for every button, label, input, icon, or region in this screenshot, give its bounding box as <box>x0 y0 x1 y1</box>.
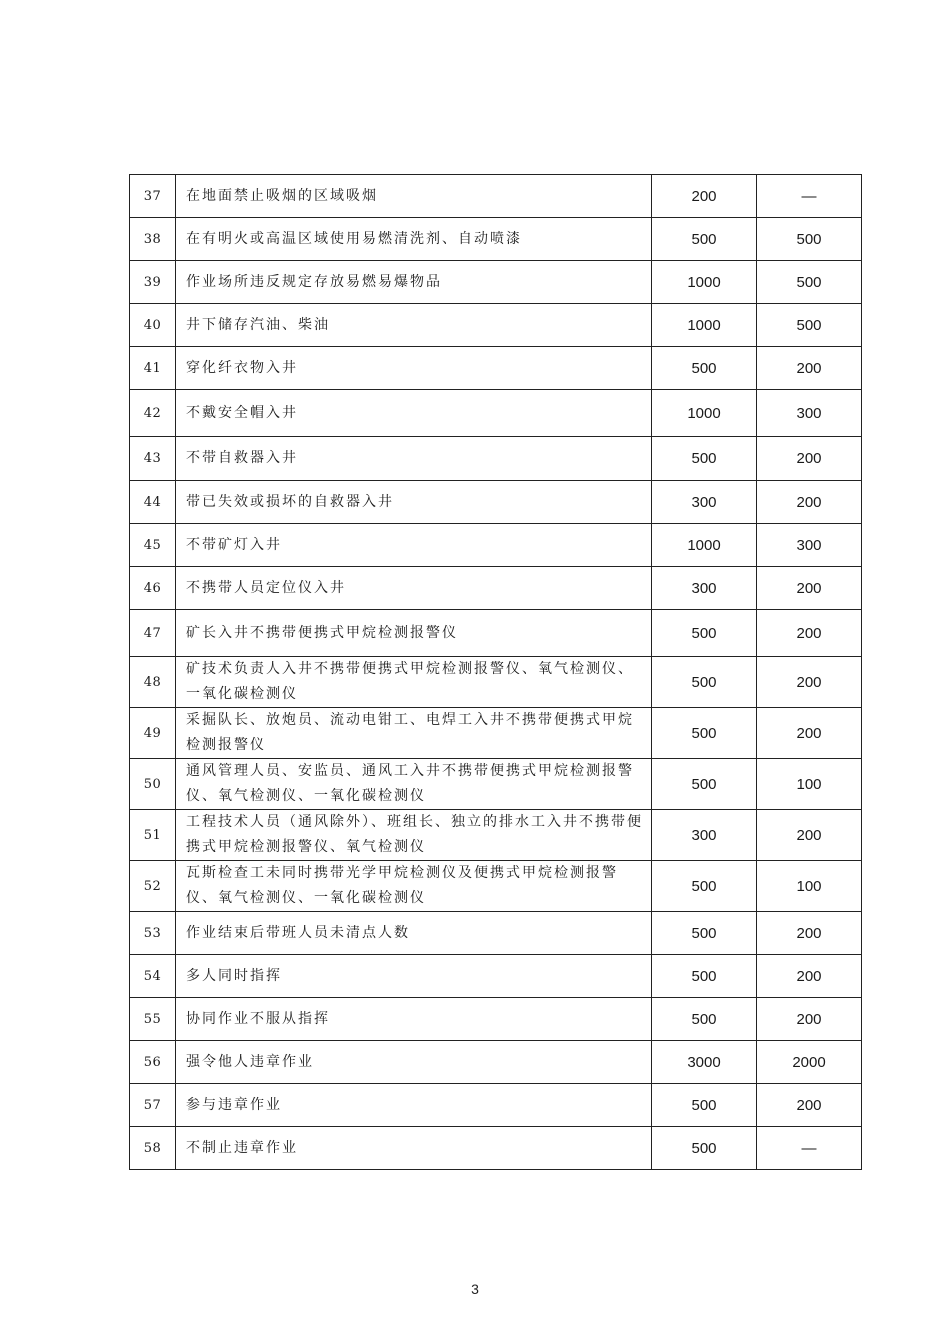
fine-amount-b: 200 <box>757 1084 862 1127</box>
fine-amount-a: 500 <box>652 1127 757 1170</box>
violation-description: 不戴安全帽入井 <box>176 390 652 437</box>
table-row <box>130 437 862 481</box>
row-number: 37 <box>130 175 176 218</box>
fine-amount-b: 300 <box>757 524 862 567</box>
table-row <box>130 1084 862 1127</box>
row-number: 53 <box>130 912 176 955</box>
fine-amount-a: 1000 <box>652 304 757 347</box>
table-row <box>130 657 862 708</box>
fine-amount-b: 200 <box>757 955 862 998</box>
fine-amount-a: 500 <box>652 657 757 708</box>
fine-amount-b: — <box>757 1127 862 1170</box>
row-number: 49 <box>130 708 176 759</box>
fine-amount-b: 100 <box>757 861 862 912</box>
row-number: 56 <box>130 1041 176 1084</box>
violation-description: 强令他人违章作业 <box>176 1041 652 1084</box>
table-row <box>130 218 862 261</box>
fine-amount-a: 3000 <box>652 1041 757 1084</box>
row-number: 55 <box>130 998 176 1041</box>
fine-amount-b: 200 <box>757 481 862 524</box>
fine-amount-b: 200 <box>757 912 862 955</box>
violation-description: 通风管理人员、安监员、通风工入井不携带便携式甲烷检测报警仪、氧气检测仪、一氧化碳检测仪 <box>176 759 652 810</box>
violation-description: 协同作业不服从指挥 <box>176 998 652 1041</box>
fine-amount-a: 500 <box>652 437 757 481</box>
row-number: 41 <box>130 347 176 390</box>
row-number: 38 <box>130 218 176 261</box>
fine-amount-a: 500 <box>652 759 757 810</box>
violation-description: 在有明火或高温区域使用易燃清洗剂、自动喷漆 <box>176 218 652 261</box>
fine-amount-b: 500 <box>757 261 862 304</box>
violation-description: 瓦斯检查工未同时携带光学甲烷检测仪及便携式甲烷检测报警仪、氧气检测仪、一氧化碳检测仪 <box>176 861 652 912</box>
violation-description: 矿长入井不携带便携式甲烷检测报警仪 <box>176 610 652 657</box>
violation-description: 带已失效或损坏的自救器入井 <box>176 481 652 524</box>
fine-amount-b: 300 <box>757 390 862 437</box>
row-number: 48 <box>130 657 176 708</box>
table-row <box>130 1127 862 1170</box>
table-row <box>130 304 862 347</box>
violation-description: 不带矿灯入井 <box>176 524 652 567</box>
table-row <box>130 347 862 390</box>
fine-amount-a: 500 <box>652 912 757 955</box>
fine-amount-b: 200 <box>757 567 862 610</box>
table-row <box>130 955 862 998</box>
fine-amount-b: 2000 <box>757 1041 862 1084</box>
violation-description: 作业场所违反规定存放易燃易爆物品 <box>176 261 652 304</box>
row-number: 52 <box>130 861 176 912</box>
fine-amount-a: 500 <box>652 955 757 998</box>
row-number: 54 <box>130 955 176 998</box>
table-row <box>130 175 862 218</box>
row-number: 51 <box>130 810 176 861</box>
fine-amount-a: 300 <box>652 810 757 861</box>
table-row <box>130 810 862 861</box>
table-row <box>130 708 862 759</box>
row-number: 58 <box>130 1127 176 1170</box>
violation-description: 穿化纤衣物入井 <box>176 347 652 390</box>
table-row <box>130 1041 862 1084</box>
table-row <box>130 912 862 955</box>
fine-amount-b: 500 <box>757 218 862 261</box>
table-body <box>130 175 862 1170</box>
row-number: 40 <box>130 304 176 347</box>
row-number: 43 <box>130 437 176 481</box>
fine-amount-a: 200 <box>652 175 757 218</box>
row-number: 42 <box>130 390 176 437</box>
violation-description: 不带自救器入井 <box>176 437 652 481</box>
fine-amount-a: 500 <box>652 1084 757 1127</box>
violation-description: 井下储存汽油、柴油 <box>176 304 652 347</box>
violation-description: 多人同时指挥 <box>176 955 652 998</box>
fine-amount-a: 1000 <box>652 261 757 304</box>
fine-amount-a: 1000 <box>652 390 757 437</box>
fine-amount-b: 200 <box>757 810 862 861</box>
table-row <box>130 759 862 810</box>
fine-amount-b: 200 <box>757 610 862 657</box>
table-row <box>130 610 862 657</box>
fine-amount-a: 500 <box>652 218 757 261</box>
violation-description: 作业结束后带班人员未清点人数 <box>176 912 652 955</box>
fine-amount-a: 500 <box>652 610 757 657</box>
fine-amount-b: 200 <box>757 347 862 390</box>
violation-description: 参与违章作业 <box>176 1084 652 1127</box>
table-row <box>130 567 862 610</box>
row-number: 45 <box>130 524 176 567</box>
fine-amount-a: 1000 <box>652 524 757 567</box>
fine-amount-b: 500 <box>757 304 862 347</box>
table-row <box>130 861 862 912</box>
fine-amount-b: 200 <box>757 998 862 1041</box>
fine-amount-a: 500 <box>652 861 757 912</box>
fine-amount-b: 100 <box>757 759 862 810</box>
fine-amount-a: 500 <box>652 347 757 390</box>
table-row <box>130 481 862 524</box>
fine-amount-a: 500 <box>652 708 757 759</box>
table-row <box>130 524 862 567</box>
violation-fine-table <box>129 174 862 1170</box>
page-number: 3 <box>471 1281 479 1297</box>
fine-amount-b: 200 <box>757 708 862 759</box>
fine-amount-b: 200 <box>757 657 862 708</box>
violation-description: 采掘队长、放炮员、流动电钳工、电焊工入井不携带便携式甲烷检测报警仪 <box>176 708 652 759</box>
row-number: 57 <box>130 1084 176 1127</box>
fine-amount-a: 500 <box>652 998 757 1041</box>
violation-description: 矿技术负责人入井不携带便携式甲烷检测报警仪、氧气检测仪、一氧化碳检测仪 <box>176 657 652 708</box>
row-number: 44 <box>130 481 176 524</box>
fine-amount-a: 300 <box>652 481 757 524</box>
violation-description: 不制止违章作业 <box>176 1127 652 1170</box>
violation-description: 不携带人员定位仪入井 <box>176 567 652 610</box>
fine-amount-b: 200 <box>757 437 862 481</box>
table-row <box>130 390 862 437</box>
table-row <box>130 998 862 1041</box>
violation-description: 在地面禁止吸烟的区域吸烟 <box>176 175 652 218</box>
row-number: 47 <box>130 610 176 657</box>
violation-description: 工程技术人员（通风除外）、班组长、独立的排水工入井不携带便携式甲烷检测报警仪、氧气检测仪 <box>176 810 652 861</box>
fine-amount-a: 300 <box>652 567 757 610</box>
fine-amount-b: — <box>757 175 862 218</box>
row-number: 50 <box>130 759 176 810</box>
row-number: 39 <box>130 261 176 304</box>
table-row <box>130 261 862 304</box>
row-number: 46 <box>130 567 176 610</box>
